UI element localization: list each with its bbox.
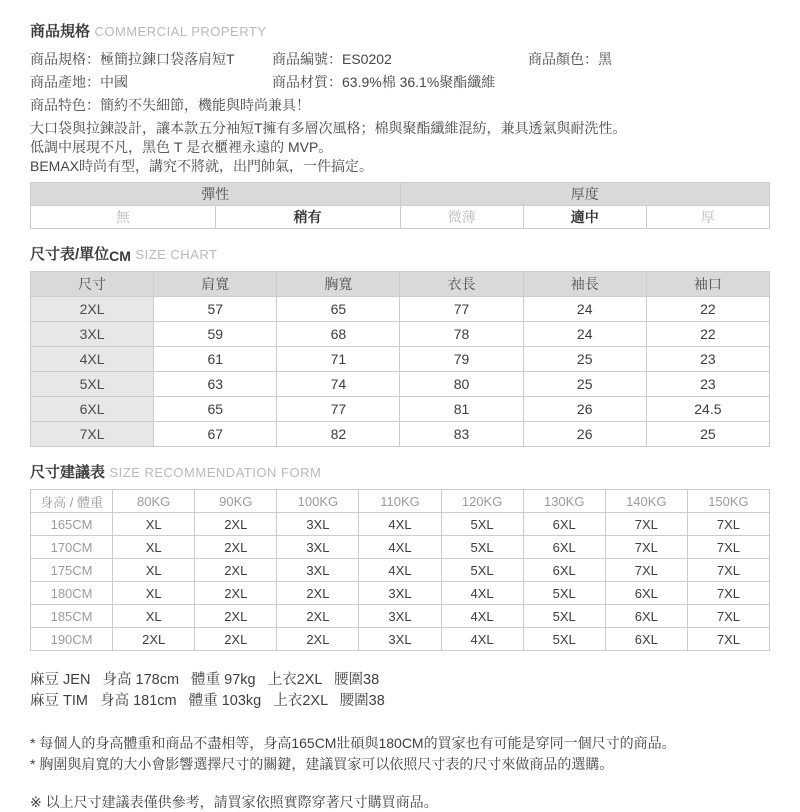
table-cell: 65 (277, 297, 400, 322)
table-cell: 7XL (687, 559, 769, 582)
field-label: 商品產地： (30, 74, 100, 90)
field-label: 商品編號： (272, 51, 342, 67)
elasticity-option-none: 無 (31, 206, 216, 229)
table-cell: 4XL (441, 605, 523, 628)
table-cell: 5XL (441, 513, 523, 536)
table-cell: 57 (154, 297, 277, 322)
size-chart-heading (30, 243, 770, 264)
table-cell: 5XL (523, 605, 605, 628)
column-header: 100KG (277, 490, 359, 513)
table-cell: 23 (646, 347, 769, 372)
table-cell: 6XL (605, 628, 687, 651)
note-line: * 每個人的身高體重和商品不盡相等，身高165CM壯碩與180CM的買家也有可能是穿同一個尺寸的商品。 (30, 735, 676, 751)
attributes-value-row (31, 206, 770, 229)
product-info-grid (30, 48, 770, 117)
table-cell: 2XL (195, 605, 277, 628)
section-subtitle: SIZE RECOMMENDATION FORM (109, 465, 322, 480)
column-header: 140KG (605, 490, 687, 513)
column-header: 90KG (195, 490, 277, 513)
field-product-spec (30, 48, 272, 71)
table-cell: 2XL (195, 628, 277, 651)
table-cell: 24 (523, 297, 646, 322)
table-cell: 5XL (441, 536, 523, 559)
attributes-table (30, 182, 770, 229)
size-recommendation-heading (30, 461, 770, 482)
size-chart-table (30, 271, 770, 447)
table-cell: 3XL (277, 559, 359, 582)
model-line-tim: 麻豆 TIM 身高 181cm 體重 103kg 上衣2XL 腰圍38 (30, 693, 385, 709)
table-cell: 77 (277, 397, 400, 422)
table-cell: 7XL (687, 513, 769, 536)
table-cell: 26 (523, 422, 646, 447)
table-cell: 7XL (687, 582, 769, 605)
row-header-cell: 170CM (31, 536, 113, 559)
column-header: 肩寬 (154, 272, 277, 297)
table-cell: 22 (646, 297, 769, 322)
column-header: 身高 / 體重 (31, 490, 113, 513)
table-cell: 59 (154, 322, 277, 347)
table-cell: 78 (400, 322, 523, 347)
table-cell: 7XL (605, 559, 687, 582)
purchase-notes (30, 733, 770, 775)
table-cell: 65 (154, 397, 277, 422)
thickness-option-thick: 厚 (646, 206, 769, 229)
table-cell: 7XL (605, 513, 687, 536)
elasticity-header: 彈性 (31, 183, 401, 206)
table-cell: 3XL (359, 582, 441, 605)
field-product-color (528, 48, 770, 71)
row-header-cell: 3XL (31, 322, 154, 347)
table-cell: 24.5 (646, 397, 769, 422)
column-header: 胸寬 (277, 272, 400, 297)
size-recommendation-header-row (31, 490, 770, 513)
table-cell: 26 (523, 397, 646, 422)
table-cell: 2XL (195, 559, 277, 582)
table-cell: 7XL (687, 536, 769, 559)
model-info (30, 670, 770, 712)
table-cell: 71 (277, 347, 400, 372)
size-recommendation-section (30, 461, 770, 651)
attributes-header-row (31, 183, 770, 206)
field-value: 63.9%棉 36.1%聚酯纖維 (342, 74, 496, 90)
elasticity-option-slight: 稍有 (215, 206, 400, 229)
row-header-cell: 190CM (31, 628, 113, 651)
row-header-cell: 4XL (31, 347, 154, 372)
description-line: 大口袋與拉鍊設計，讓本款五分袖短T擁有多層次風格；棉與聚酯纖維混紡，兼具透氣與耐洗性。 (30, 120, 627, 136)
table-row (31, 322, 770, 347)
table-cell: 79 (400, 347, 523, 372)
table-cell: 6XL (523, 559, 605, 582)
thickness-option-medium: 適中 (523, 206, 646, 229)
size-chart-section (30, 243, 770, 447)
table-cell: XL (113, 559, 195, 582)
table-row (31, 397, 770, 422)
field-label: 商品規格： (30, 51, 100, 67)
table-row (31, 297, 770, 322)
table-cell: 2XL (277, 582, 359, 605)
section-subtitle: COMMERCIAL PROPERTY (94, 24, 267, 39)
row-header-cell: 5XL (31, 372, 154, 397)
table-cell: 3XL (359, 605, 441, 628)
table-cell: 81 (400, 397, 523, 422)
table-cell: 25 (523, 372, 646, 397)
table-cell: 2XL (113, 628, 195, 651)
field-value: 極簡拉鍊口袋落肩短T (100, 51, 235, 67)
table-cell: 63 (154, 372, 277, 397)
table-cell: 74 (277, 372, 400, 397)
table-cell: 67 (154, 422, 277, 447)
size-recommendation-table (30, 489, 770, 651)
description-line: 低調中展現不凡，黑色 T 是衣櫃裡永遠的 MVP。 (30, 139, 333, 155)
column-header: 120KG (441, 490, 523, 513)
table-cell: 23 (646, 372, 769, 397)
model-line-jen: 麻豆 JEN 身高 178cm 體重 97kg 上衣2XL 腰圍38 (30, 672, 380, 688)
table-cell: 5XL (523, 628, 605, 651)
table-cell: 4XL (441, 582, 523, 605)
product-description (30, 119, 770, 176)
row-header-cell: 180CM (31, 582, 113, 605)
thickness-header: 厚度 (400, 183, 770, 206)
table-cell: 2XL (195, 582, 277, 605)
row-header-cell: 175CM (31, 559, 113, 582)
table-cell: 83 (400, 422, 523, 447)
table-cell: XL (113, 605, 195, 628)
table-cell: 2XL (277, 628, 359, 651)
table-cell: XL (113, 513, 195, 536)
table-cell: XL (113, 582, 195, 605)
table-row (31, 605, 770, 628)
field-product-feature (30, 94, 770, 117)
table-cell: 61 (154, 347, 277, 372)
table-cell: 5XL (523, 582, 605, 605)
table-row (31, 628, 770, 651)
row-header-cell: 165CM (31, 513, 113, 536)
field-value: 簡約不失細節，機能與時尚兼具！ (100, 97, 310, 113)
table-row (31, 559, 770, 582)
table-cell: 2XL (195, 513, 277, 536)
column-header: 80KG (113, 490, 195, 513)
table-cell: 68 (277, 322, 400, 347)
size-chart-header-row (31, 272, 770, 297)
field-product-code (272, 48, 528, 71)
field-label: 商品材質： (272, 74, 342, 90)
table-cell: 24 (523, 322, 646, 347)
row-header-cell: 7XL (31, 422, 154, 447)
table-cell: 25 (646, 422, 769, 447)
row-header-cell: 6XL (31, 397, 154, 422)
table-cell: 7XL (687, 605, 769, 628)
product-spec-heading (30, 20, 770, 41)
section-title: 商品規格 (30, 23, 91, 40)
section-subtitle: SIZE CHART (135, 247, 218, 262)
field-value: 黑 (598, 51, 612, 67)
table-cell: 80 (400, 372, 523, 397)
row-header-cell: 2XL (31, 297, 154, 322)
table-cell: 82 (277, 422, 400, 447)
field-label: 商品特色： (30, 97, 100, 113)
table-row (31, 582, 770, 605)
table-cell: 4XL (359, 513, 441, 536)
section-title: 尺寸表/單位 (30, 246, 110, 263)
table-cell: 5XL (441, 559, 523, 582)
thickness-option-thin: 微薄 (400, 206, 523, 229)
field-value: 中國 (100, 74, 128, 90)
table-row (31, 372, 770, 397)
description-line: BEMAX時尚有型，講究不將就，出門帥氣，一件搞定。 (30, 158, 374, 174)
size-chart-unit: CM (109, 248, 131, 264)
field-product-origin (30, 71, 272, 94)
note-line: * 胸圍與肩寬的大小會影響選擇尺寸的關鍵，建議買家可以依照尺寸表的尺寸來做商品的選購。 (30, 756, 614, 772)
table-cell: 4XL (441, 628, 523, 651)
field-product-material (272, 71, 528, 94)
table-cell: 7XL (687, 628, 769, 651)
table-cell: 7XL (605, 536, 687, 559)
column-header: 150KG (687, 490, 769, 513)
field-value: ES0202 (342, 51, 392, 67)
column-header: 110KG (359, 490, 441, 513)
table-cell: 22 (646, 322, 769, 347)
table-cell: 3XL (359, 628, 441, 651)
disclaimer-line: ※ 以上尺寸建議表僅供參考，請買家依照實際穿著尺寸購買商品。 (30, 794, 438, 810)
table-row (31, 536, 770, 559)
table-cell: 77 (400, 297, 523, 322)
table-cell: 25 (523, 347, 646, 372)
column-header: 130KG (523, 490, 605, 513)
table-cell: 6XL (605, 605, 687, 628)
field-label: 商品顏色： (528, 51, 598, 67)
table-cell: 6XL (605, 582, 687, 605)
table-cell: 4XL (359, 536, 441, 559)
column-header: 衣長 (400, 272, 523, 297)
table-cell: 6XL (523, 536, 605, 559)
table-cell: 3XL (277, 536, 359, 559)
table-cell: 2XL (277, 605, 359, 628)
section-title: 尺寸建議表 (30, 464, 106, 481)
table-row (31, 513, 770, 536)
table-cell: 2XL (195, 536, 277, 559)
column-header: 袖口 (646, 272, 769, 297)
column-header: 尺寸 (31, 272, 154, 297)
table-cell: 3XL (277, 513, 359, 536)
table-row (31, 422, 770, 447)
table-row (31, 347, 770, 372)
table-cell: 4XL (359, 559, 441, 582)
row-header-cell: 185CM (31, 605, 113, 628)
column-header: 袖長 (523, 272, 646, 297)
table-cell: 6XL (523, 513, 605, 536)
table-cell: XL (113, 536, 195, 559)
